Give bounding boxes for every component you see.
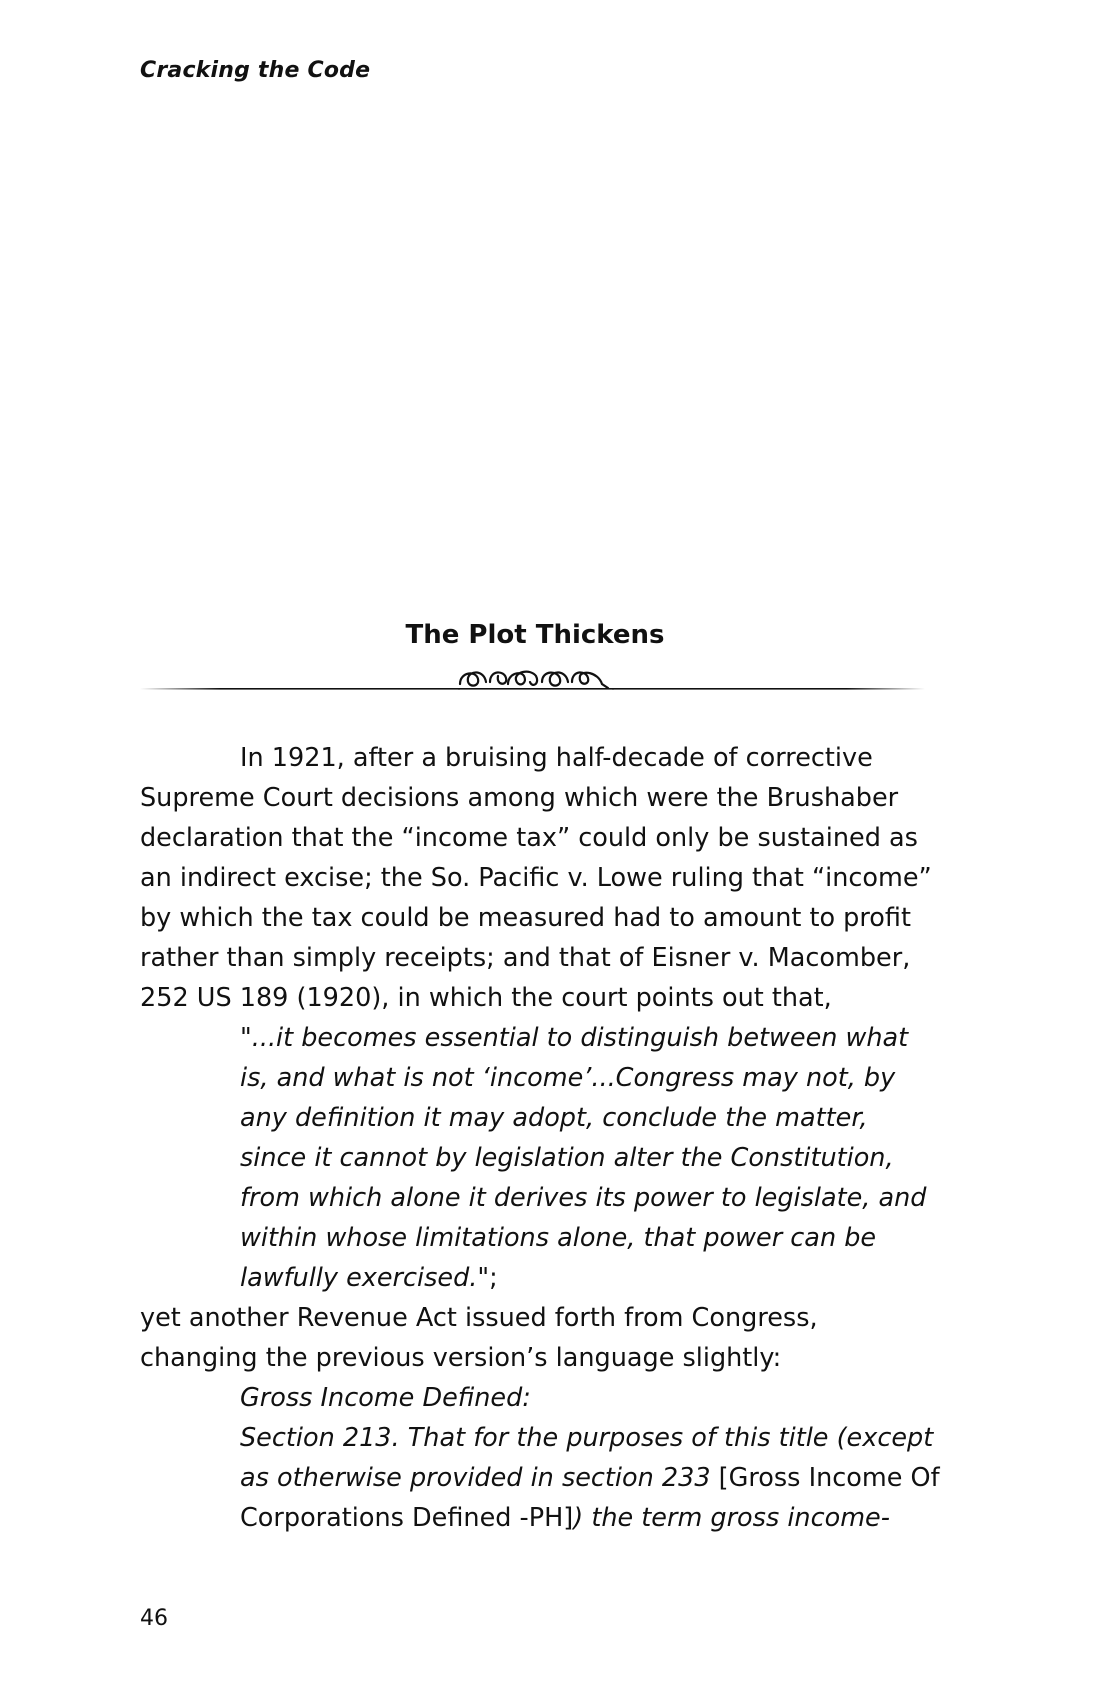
ornamental-divider	[140, 662, 925, 692]
block-quote-eisner	[240, 1018, 940, 1298]
quote-2-editor-note: [Gross Income Of Corporations Defined -PH]	[240, 1463, 940, 1533]
paragraph-2: yet another Revenue Act issued forth from Congress, changing the previous version’s language slightly:	[140, 1303, 818, 1373]
quote-2-text-b: ) the term gross income-	[573, 1503, 890, 1533]
divider-rule	[140, 662, 925, 692]
page-number: 46	[140, 1606, 168, 1631]
body-text	[140, 738, 940, 1538]
ornament-icon	[460, 672, 608, 688]
quote-1-text: "...it becomes essential to distinguish between what is, and what is not ‘income’...Congress may not, by any definition it may adopt, conclude the matter, since it cannot by legislation alter the Constitution, from which alone it derives its power to legislate, and within whose limitations alone, that power can be lawfully exercised."	[240, 1023, 927, 1293]
block-quote-section-213	[240, 1418, 940, 1538]
paragraph-1: In 1921, after a bruising half-decade of corrective Supreme Court decisions among which were the Brushaber declaration that the “income tax” could only be sustained as an indirect excise; the So. Pacific v. Lowe ruling that “income” by which the tax could be measured had to amount to profit rather than simply receipts; and that of Eisner v. Macomber, 252 US 189 (1920), in which the court points out that,	[140, 743, 932, 1013]
running-head: Cracking the Code	[140, 58, 371, 83]
chapter-title: The Plot Thickens	[405, 620, 665, 650]
quote-2-text-a: Section 213. That for the purposes of this title (except as otherwise provided in section 233	[240, 1423, 934, 1493]
quote-1-end: ;	[489, 1263, 498, 1293]
block-quote-heading: Gross Income Defined:	[240, 1383, 531, 1413]
